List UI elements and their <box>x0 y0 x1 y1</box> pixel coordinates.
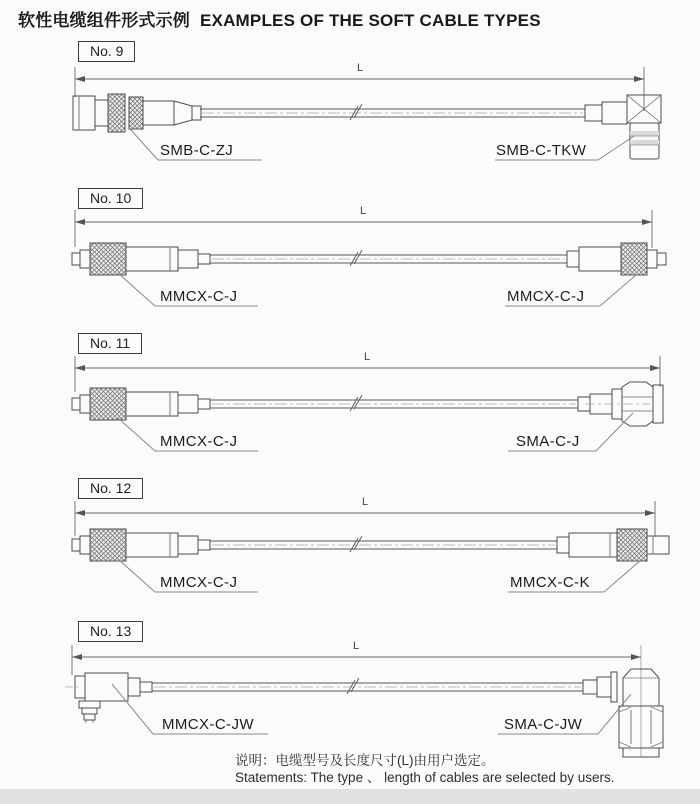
connector-label-no12-left: MMCX-C-J <box>160 574 238 591</box>
page-title-en: EXAMPLES OF THE SOFT CABLE TYPES <box>200 11 541 30</box>
connector-label-no11-right: SMA-C-J <box>516 433 580 450</box>
connector-right-no9 <box>585 95 661 159</box>
section-no13-badge: No. 13 <box>78 621 143 642</box>
dimension-no13 <box>72 645 641 757</box>
dim-label-no11: L <box>363 351 371 363</box>
section-no11-badge: No. 11 <box>78 333 142 354</box>
cable-no9 <box>200 104 585 120</box>
connector-label-no9-right: SMB-C-TKW <box>496 142 587 159</box>
footer-note-en: Statements: The type 、 length of cables are selected by users. <box>235 770 615 785</box>
connector-label-no10-left: MMCX-C-J <box>160 288 238 305</box>
footer-notes <box>235 752 614 786</box>
dim-label-no9: L <box>356 62 364 74</box>
cable-drawing-no13 <box>65 645 663 757</box>
cable-no13 <box>152 678 583 694</box>
connector-label-no12-right: MMCX-C-K <box>510 574 590 591</box>
connector-right-no12 <box>557 529 669 561</box>
footer-bar <box>0 789 700 804</box>
connector-label-no10-right: MMCX-C-J <box>507 288 585 305</box>
cable-no10 <box>210 250 567 266</box>
connector-right-no10 <box>567 243 666 275</box>
footer-note-zh: 说明：电缆型号及长度尺寸(L)由用户选定。 <box>235 753 495 768</box>
connector-right-no11 <box>578 382 663 426</box>
page-title <box>18 6 541 31</box>
cable-no12 <box>210 536 557 552</box>
dim-label-no12: L <box>361 496 369 508</box>
connector-left-no12 <box>72 529 210 561</box>
section-no10-badge: No. 10 <box>78 188 143 209</box>
connector-label-no11-left: MMCX-C-J <box>160 433 238 450</box>
dim-label-no10: L <box>359 205 367 217</box>
connector-right-no13 <box>583 669 663 757</box>
connector-left-no9 <box>73 94 201 132</box>
section-no9-badge: No. 9 <box>78 41 135 62</box>
connector-left-no10 <box>72 243 210 275</box>
connector-label-no9-left: SMB-C-ZJ <box>160 142 234 159</box>
connector-left-no11 <box>72 388 210 420</box>
connector-left-no13 <box>65 673 152 723</box>
cable-no11 <box>210 395 578 411</box>
connector-label-no13-left: MMCX-C-JW <box>162 716 254 733</box>
page-title-zh: 软性电缆组件形式示例 <box>18 11 190 30</box>
connector-label-no13-right: SMA-C-JW <box>504 716 583 733</box>
dim-label-no13: L <box>352 640 360 652</box>
section-no12-badge: No. 12 <box>78 478 143 499</box>
